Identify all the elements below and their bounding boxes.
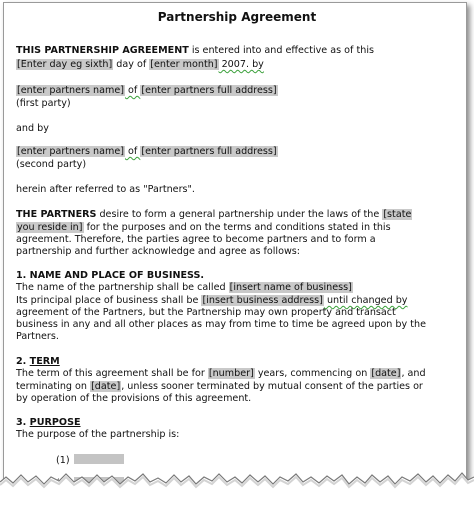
partners-line-4: partnership and further acknowledge and agree as follows: xyxy=(16,246,301,257)
section1-line-1: The name of the partnership shall be called [insert name of business] xyxy=(16,282,352,293)
partners-line-1: THE PARTNERS desire to form a general partnership under the laws of the [state xyxy=(16,209,412,220)
partners-line-2: you reside in] for the purposes and on the terms and conditions stated in this xyxy=(17,222,391,233)
section2-heading: 2. TERM xyxy=(16,356,60,367)
section3-line-1: The purpose of the partnership is: xyxy=(16,429,180,440)
state-field-cont[interactable]: you reside in] xyxy=(17,222,83,233)
section2-line-1: The term of this agreement shall be for [number] years, commencing on [date], and xyxy=(16,368,426,379)
section1-heading: 1. NAME AND PLACE OF BUSINESS. xyxy=(16,270,205,281)
party2-label: (second party) xyxy=(16,159,87,170)
document-title: Partnership Agreement xyxy=(157,10,317,24)
section1-line-3: agreement of the Partners, but the Partnership may own property and transact xyxy=(16,307,396,318)
term-number-field[interactable]: [number] xyxy=(208,368,254,379)
section2-line-2: terminating on [date], unless sooner terminated by mutual consent of the parties or xyxy=(16,381,423,392)
party1-line: [enter partners name] of [enter partners full address] xyxy=(17,85,277,96)
start-date-field[interactable]: [date] xyxy=(371,368,401,379)
end-date-field[interactable]: [date] xyxy=(91,381,121,392)
section1-line-4: business in any and all other places as may from time to time be agreed upon by the xyxy=(16,319,426,330)
intro-lead: THIS PARTNERSHIP AGREEMENT xyxy=(16,45,189,56)
party1-label: (first party) xyxy=(16,98,71,109)
intro-line-1: THIS PARTNERSHIP AGREEMENT is entered into and effective as of this xyxy=(16,45,374,56)
document-page xyxy=(3,2,467,491)
herein-text: herein after referred to as "Partners". xyxy=(16,184,195,195)
party2-name-field[interactable]: [enter partners name] xyxy=(17,146,124,157)
day-field[interactable]: [Enter day eg sixth] xyxy=(17,59,113,70)
party1-name-field[interactable]: [enter partners name] xyxy=(17,85,124,96)
intro-line-2: [Enter day eg sixth] day of [enter month] 2007. by xyxy=(17,59,264,70)
state-field[interactable]: [state xyxy=(383,209,412,220)
and-by-text: and by xyxy=(16,123,49,134)
party2-line: [enter partners name] of [enter partners full address] xyxy=(17,146,277,157)
section3-heading: 3. PURPOSE xyxy=(16,417,81,428)
party1-address-field[interactable]: [enter partners full address] xyxy=(141,85,277,96)
party2-address-field[interactable]: [enter partners full address] xyxy=(141,146,277,157)
business-address-field[interactable]: [insert business address] xyxy=(202,295,323,306)
torn-edge-decoration xyxy=(0,455,474,506)
month-field[interactable]: [enter month] xyxy=(150,59,218,70)
section1-line-2: Its principal place of business shall be [insert business address] until changed by xyxy=(16,295,408,306)
section2-line-3: by operation of the provisions of this agreement. xyxy=(16,393,252,404)
partners-line-3: agreement. Therefore, the parties agree to become partners and to form a xyxy=(16,234,376,245)
purpose-item-1: (1) xyxy=(56,454,124,467)
section1-line-5: Partners. xyxy=(16,331,59,342)
business-name-field[interactable]: [insert name of business] xyxy=(229,282,352,293)
